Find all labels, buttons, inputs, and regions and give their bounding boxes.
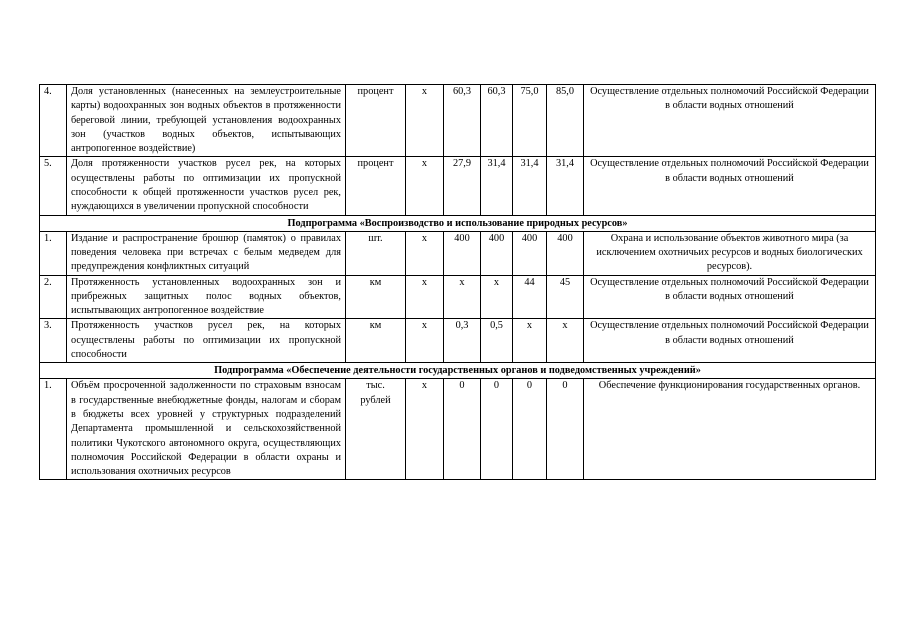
row-number: 1. [40,231,67,275]
legal-basis: Осуществление отдельных полномочий Российской Федерации в области водных отношений [584,319,876,363]
indicator-value: х [406,319,444,363]
legal-basis: Обеспечение функционирования государственных органов. [584,379,876,480]
indicator-value: 0,3 [444,319,481,363]
indicator-value: 60,3 [444,85,481,157]
unit-of-measure: км [346,275,406,319]
indicator-name: Доля протяженности участков русел рек, на которых осуществлены работы по оптимизации их пропускной способности к общей протяженности участков русел рек, нуждающихся в увеличении пропускной способности [67,157,346,215]
indicator-name: Протяженность участков русел рек, на которых осуществлены работы по оптимизации их пропускной способности [67,319,346,363]
legal-basis: Осуществление отдельных полномочий Российской Федерации в области водных отношений [584,275,876,319]
table-row [40,379,876,480]
indicator-value: 400 [513,231,547,275]
indicator-value: х [406,379,444,480]
indicator-name: Протяженность установленных водоохранных зон и прибрежных защитных полос водных объектов, испытывающих антропогенное воздействие [67,275,346,319]
row-number: 4. [40,85,67,157]
unit-of-measure: процент [346,157,406,215]
indicator-value: х [547,319,584,363]
table-row [40,231,876,275]
section-header-row [40,363,876,379]
table-row [40,85,876,157]
indicator-value: 85,0 [547,85,584,157]
table-row [40,319,876,363]
indicator-value: 60,3 [481,85,513,157]
table-row [40,275,876,319]
row-number: 2. [40,275,67,319]
section-header-row [40,215,876,231]
indicator-name: Объём просроченной задолженности по страховым взносам в государственные внебюджетные фонды, налогам и сборам в бюджеты всех уровней у структурных подразделений Департамента промышленной и сельскохозяйственной политики Чукотского автономного округа, осуществляющих полномочия Российской Федерации в области охраны и использования охотничьих ресурсов [67,379,346,480]
row-number: 3. [40,319,67,363]
section-title: Подпрограмма «Воспроизводство и использование природных ресурсов» [40,215,876,231]
indicator-value: х [406,157,444,215]
indicator-value: х [513,319,547,363]
unit-of-measure: шт. [346,231,406,275]
legal-basis: Осуществление отдельных полномочий Российской Федерации в области водных отношений [584,157,876,215]
indicator-value: 400 [481,231,513,275]
indicators-table [39,84,876,480]
indicator-value: 75,0 [513,85,547,157]
legal-basis: Охрана и использование объектов животного мира (за исключением охотничьих ресурсов и водных биологических ресурсов). [584,231,876,275]
indicator-value: 45 [547,275,584,319]
indicator-value: 31,4 [481,157,513,215]
indicator-value: 400 [444,231,481,275]
unit-of-measure: км [346,319,406,363]
indicator-value: 31,4 [547,157,584,215]
indicator-value: 0 [547,379,584,480]
document-page [39,84,875,480]
indicator-value: 0 [444,379,481,480]
row-number: 1. [40,379,67,480]
indicator-value: х [406,275,444,319]
row-number: 5. [40,157,67,215]
indicator-value: 31,4 [513,157,547,215]
indicator-value: х [406,231,444,275]
table-row [40,157,876,215]
indicator-value: 44 [513,275,547,319]
table-body [40,85,876,480]
indicator-name: Доля установленных (нанесенных на землеустроительные карты) водоохранных зон водных объектов в протяженности береговой линии, требующей установления водоохранных зон (участков водных объектов, испытывающих антропогенное воздействие) [67,85,346,157]
unit-of-measure: процент [346,85,406,157]
indicator-value: х [444,275,481,319]
section-title: Подпрограмма «Обеспечение деятельности государственных органов и подведомственных учреждений» [40,363,876,379]
indicator-value: 27,9 [444,157,481,215]
unit-of-measure: тыс. рублей [346,379,406,480]
indicator-value: х [406,85,444,157]
indicator-value: 0 [513,379,547,480]
indicator-value: 400 [547,231,584,275]
indicator-value: 0 [481,379,513,480]
indicator-value: х [481,275,513,319]
indicator-value: 0,5 [481,319,513,363]
indicator-name: Издание и распространение брошюр (памяток) о правилах поведения человека при встречах с белым медведем для предупреждения конфликтных ситуаций [67,231,346,275]
legal-basis: Осуществление отдельных полномочий Российской Федерации в области водных отношений [584,85,876,157]
